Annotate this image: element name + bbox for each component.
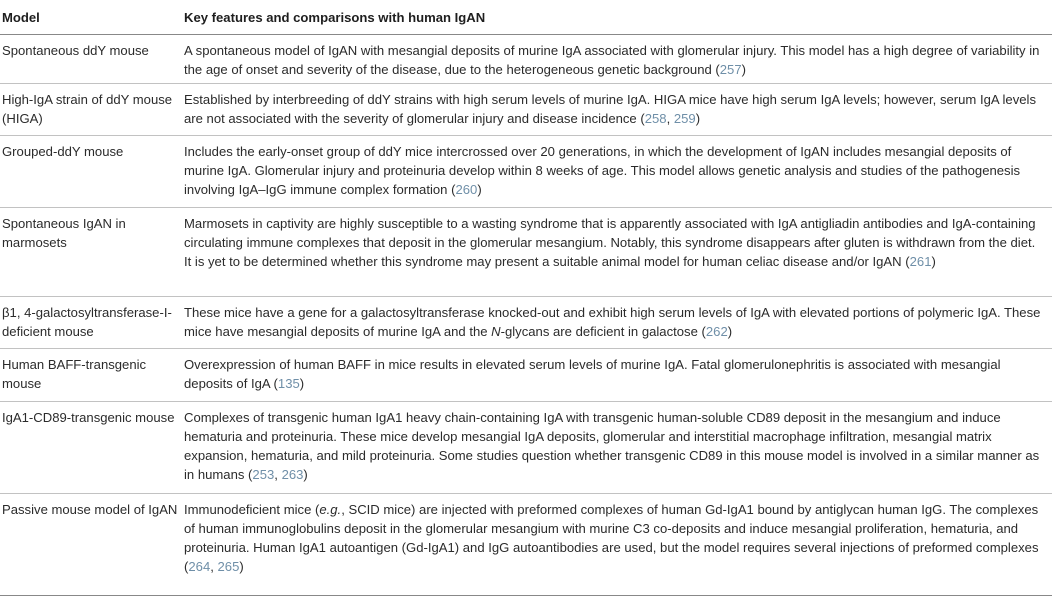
features-cell: Marmosets in captivity are highly susceptible to a wasting syndrome that is apparently associated with IgA antigliadin antibodies and IgA-containing circulating immune complexes that deposit in the glomerular mesangium. Notably, this syndrome disappears after gluten is withdrawn from the diet. It is yet to be determined whether this syndrome may present a suitable animal model for human celiac disease and/or IgAN (261) <box>184 216 1036 269</box>
reference-link[interactable]: 265 <box>217 559 240 574</box>
reference-link[interactable]: 259 <box>673 111 696 126</box>
reference-link[interactable]: 263 <box>281 467 304 482</box>
reference-link[interactable]: 135 <box>277 376 300 391</box>
model-cell: Spontaneous ddY mouse <box>2 43 149 58</box>
table-row <box>0 494 1052 596</box>
model-cell: IgA1-CD89-transgenic mouse <box>2 410 175 425</box>
table-row <box>0 208 1052 297</box>
reference-link[interactable]: 261 <box>909 254 932 269</box>
table-row <box>0 136 1052 208</box>
reference-link[interactable]: 258 <box>644 111 667 126</box>
reference-link[interactable]: 257 <box>719 62 742 77</box>
features-cell: Overexpression of human BAFF in mice results in elevated serum levels of murine IgA. Fatal glomerulonephritis is associated with mesangial deposits of IgA (135) <box>184 357 1001 391</box>
model-cell: High-IgA strain of ddY mouse (HIGA) <box>2 92 173 126</box>
table-header-row <box>0 0 1052 35</box>
table-row <box>0 35 1052 84</box>
features-cell: These mice have a gene for a galactosyltransferase knocked-out and exhibit high serum levels of IgA with elevated portions of polymeric IgA. These mice have mesangial deposits of murine IgA and the N-glycans are deficient in galactose (262) <box>184 305 1041 339</box>
features-cell: Immunodeficient mice (e.g., SCID mice) are injected with preformed complexes of human Gd-IgA1 bound by antiglycan human IgG. The complexes of human immunoglobulins deposit in the glomerular mesangium with murine C3 co-deposits and induce mesangial proliferation, hematuria, and proteinuria. Human IgA1 autoantigen (Gd-IgA1) and IgG autoantibodies are used, but the model requires several injections of preformed complexes (264, 265) <box>184 502 1039 574</box>
reference-link[interactable]: 262 <box>705 324 728 339</box>
model-cell: β1, 4-galactosyltransferase-I-deficient mouse <box>2 305 172 339</box>
table-row <box>0 84 1052 136</box>
header-key-features: Key features and comparisons with human IgAN <box>184 9 486 25</box>
model-cell: Human BAFF-transgenic mouse <box>2 357 147 391</box>
model-cell: Spontaneous IgAN in marmosets <box>2 216 126 250</box>
features-cell: Includes the early-onset group of ddY mice intercrossed over 20 generations, in which the development of IgAN includes mesangial deposits of murine IgA. Glomerular injury and proteinuria develop within 8 weeks of age. This model allows genetic analysis and studies of the pathogenesis involving IgA–IgG immune complex formation (260) <box>184 144 1021 197</box>
features-cell: Complexes of transgenic human IgA1 heavy chain-containing IgA with transgenic human-soluble CD89 deposit in the mesangium and induce hematuria and proteinuria. These mice develop mesangial IgA deposits, glomerular and interstitial macrophage infiltration, mesangial matrix expansion, hematuria, and mild proteinuria. Some studies question whether transgenic CD89 in this mouse model is involved in a similar manner as in humans (253, 263) <box>184 410 1040 482</box>
table-row <box>0 297 1052 349</box>
features-cell: Established by interbreeding of ddY strains with high serum levels of murine IgA. HIGA mice have high serum IgA levels; however, serum IgA levels are not associated with the severity of glomerular injury and disease incidence (258, 259) <box>184 92 1037 126</box>
header-model: Model <box>2 9 40 25</box>
model-cell: Passive mouse model of IgAN <box>2 502 178 517</box>
reference-link[interactable]: 264 <box>188 559 211 574</box>
features-cell: A spontaneous model of IgAN with mesangial deposits of murine IgA associated with glomerular injury. This model has a high degree of variability in the age of onset and severity of the disease, due to the heterogeneous genetic background (257) <box>184 43 1040 77</box>
table-row <box>0 402 1052 494</box>
model-cell: Grouped-ddY mouse <box>2 144 124 159</box>
reference-link[interactable]: 260 <box>455 182 478 197</box>
table-row <box>0 349 1052 402</box>
reference-link[interactable]: 253 <box>252 467 275 482</box>
